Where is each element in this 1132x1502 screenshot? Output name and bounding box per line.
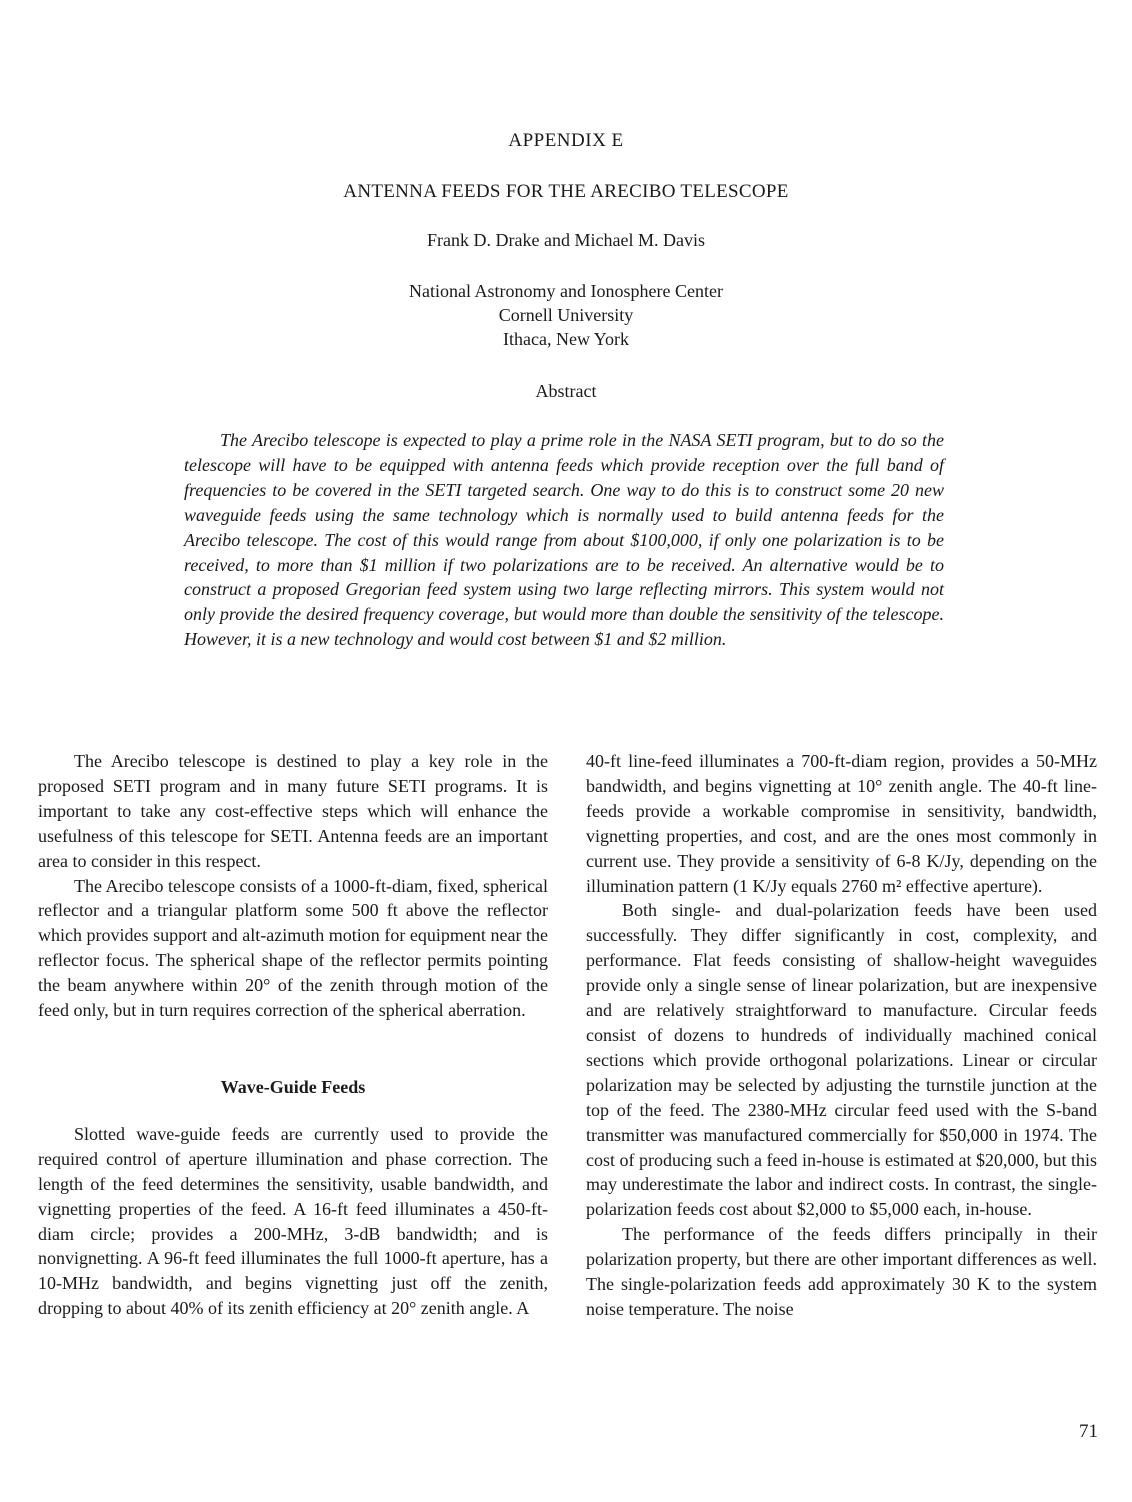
body-paragraph: Slotted wave-guide feeds are currently used to provide the required control of aperture illumination and phase correction. The length of the feed determines the sensitivity, usable bandwidth, and vignetting properties of the feed. A 16-ft feed illuminates a 450-ft-diam circle; provides a 200-MHz, 3-dB bandwidth; and is nonvignetting. A 96-ft feed illuminates the full 1000-ft aperture, has a 10-MHz bandwidth, and begins vignetting just off the zenith, dropping to about 40% of its zenith efficiency at 20° zenith angle. A bbox=[38, 1123, 548, 1319]
affiliation-university: Cornell University bbox=[498, 305, 634, 325]
body-paragraph: The performance of the feeds differs principally in their polarization property, but there are other important differences as well. The single-polarization feeds add approximately 30 K to the system noise temperature. The noise bbox=[586, 1224, 1097, 1319]
section-heading: Wave-Guide Feeds bbox=[220, 1076, 366, 1097]
left-column bbox=[38, 749, 548, 1321]
body-paragraph: The Arecibo telescope is destined to play a key role in the proposed SETI program and in many future SETI programs. It is important to take any cost-effective steps which will enhance the usefulness of this telescope for SETI. Antenna feeds are an important area to consider in this respect. bbox=[38, 751, 548, 871]
abstract-text: The Arecibo telescope is expected to play a prime role in the NASA SETI program, but to do so the telescope will have to be equipped with antenna feeds which provide reception over the full band of frequencies to be covered in the SETI targeted search. One way to do this is to construct some 20 new waveguide feeds using the same technology which is normally used to build antenna feeds for the Arecibo telescope. The cost of this would range from about $100,000, if only one polarization is to be received, to more than $1 million if two polarizations are to be received. An alternative would be to construct a proposed Gregorian feed system using two large reflecting mirrors. This system would not only provide the desired frequency coverage, but would more than double the sensitivity of the telescope. However, it is a new technology and would cost between $1 and $2 million. bbox=[184, 430, 944, 650]
paper-title: ANTENNA FEEDS FOR THE ARECIBO TELESCOPE bbox=[343, 181, 789, 202]
affiliation-institution: National Astronomy and Ionosphere Center bbox=[409, 281, 723, 301]
authors: Frank D. Drake and Michael M. Davis bbox=[427, 230, 705, 250]
page-number: 71 bbox=[1079, 1421, 1098, 1442]
appendix-label: APPENDIX E bbox=[508, 130, 624, 151]
body-paragraph: 40-ft line-feed illuminates a 700-ft-diam region, provides a 50-MHz bandwidth, and begins vignetting at 10° zenith angle. The 40-ft line-feeds provide a workable compromise in sensitivity, bandwidth, vignetting properties, and cost, and are the ones most commonly in current use. They provide a sensitivity of 6-8 K/Jy, depending on the illumination pattern (1 K/Jy equals 2760 m² effective aperture). bbox=[586, 751, 1097, 896]
body-paragraph: Both single- and dual-polarization feeds have been used successfully. They differ significantly in cost, complexity, and performance. Flat feeds consisting of shallow-height waveguides provide only a single sense of linear polarization, but are inexpensive and are relatively straightforward to manufacture. Circular feeds consist of dozens to hundreds of individually machined conical sections which provide orthogonal polarizations. Linear or circular polarization may be selected by adjusting the turnstile junction at the top of the feed. The 2380-MHz circular feed used with the S-band transmitter was manufactured commercially for $50,000 in 1974. The cost of producing such a feed in-house is estimated at $20,000, but this may underestimate the labor and indirect costs. In contrast, the single-polarization feeds cost about $2,000 to $5,000 each, in-house. bbox=[586, 900, 1097, 1220]
abstract-heading: Abstract bbox=[535, 381, 597, 401]
body-paragraph: The Arecibo telescope consists of a 1000-ft-diam, fixed, spherical reflector and a triangular platform some 500 ft above the reflector which provides support and alt-azimuth motion for equipment near the reflector focus. The spherical shape of the reflector permits pointing the beam anywhere within 20° of the zenith through motion of the feed only, but in turn requires correction of the spherical aberration. bbox=[38, 875, 548, 1021]
right-column bbox=[586, 749, 1097, 1322]
affiliation bbox=[0, 279, 1132, 351]
affiliation-location: Ithaca, New York bbox=[503, 329, 629, 349]
